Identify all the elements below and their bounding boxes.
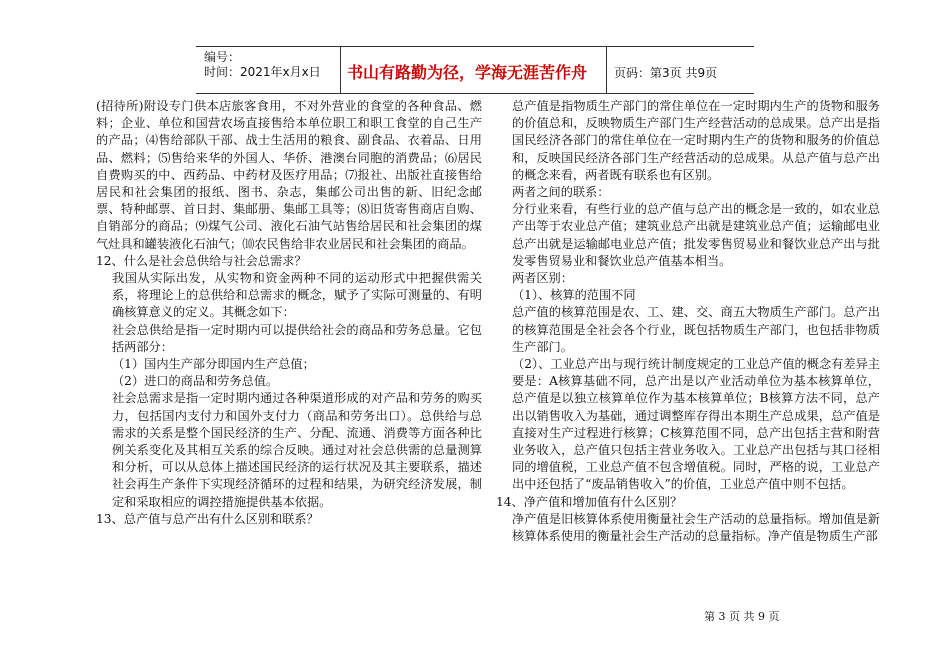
right-para-3: 分行业来看，有些行业的总产值与总产出的概念是一致的，如农业总产出等于农业总产值；建筑业总产出就是建筑业总产值；运输邮电业总产出就是运输邮电业总产值；批发零售贸易业和餐饮业总产出与批发零售贸易业和餐饮业总产值基本相当。: [512, 202, 880, 268]
header-top-rule: [196, 46, 754, 47]
header-divider-2: [606, 46, 607, 94]
page-footer: 第 3 页 共 9 页: [704, 610, 780, 623]
right-para-8: 净产值是旧核算体系使用衡量社会生产活动的总量指标。增加值是新核算体系使用的衡量社会生产活动的总量指标。净产值是物质生产部: [512, 511, 880, 544]
left-para-4: （1）国内生产部分即国内生产总值；: [112, 357, 315, 372]
left-para-6: 社会总需求是指一定时期内通过各种渠道形成的对产品和劳务的购买力，包括国内支付力和国外支付力（商品和劳务出口）。总供给与总需求的关系是整个国民经济的生产、分配、流通、消费等方面各种比例关系变化及其相互关系的综合反映。通过对社会总供需的总量测算和分析，可以从总体上描述国民经济的运行状况及其主要联系，描述社会再生产条件下实现经济循环的过程和结果，为研究经济发展，制定和采取相应的调控措施提供基本依据。: [112, 391, 482, 509]
right-para-5: （1）、核算的范围不同: [512, 288, 636, 303]
left-para-3: 社会总供给是指一定时期内可以提供给社会的商品和劳务总量。它包括两部分：: [112, 322, 482, 354]
left-para-2: 我国从实际出发，从实物和资金两种不同的运动形式中把握供需关系，将理论上的总供给和总需求的概念，赋予了实际可测量的、有明确核算意义的定义。其概念如下：: [112, 271, 482, 320]
header-motto: 书山有路勤为径，学海无涯苦作舟: [346, 63, 587, 82]
question-13: 13、总产值与总产出有什么区别和联系？: [96, 511, 319, 526]
right-para-1: 总产值是指物质生产部门的常住单位在一定时期内生产的货物和服务的价值总和，反映物质生产部门生产经营活动的总成果。总产出是指国民经济各部门的常住单位在一定时期内生产的货物和服务的价值总和，反映国民经济各部门生产经营活动的总成果。从总产值与总产出的概念来看，两者既有联系也有区别。: [512, 99, 880, 182]
header-time: 时间：2021年x月x日: [204, 65, 321, 79]
page-header: [196, 46, 754, 94]
header-number: 编号：: [204, 50, 241, 64]
question-14: 14、净产值和增加值有什么区别？: [496, 494, 683, 509]
question-12: 12、什么是社会总供给与社会总需求？: [96, 253, 307, 268]
right-column: [496, 98, 880, 545]
right-para-4: 两者区别：: [512, 271, 573, 286]
right-para-7: （2）、工业总产出与现行统计制度规定的工业总产值的概念有差异主要是：A核算基础不同，总产出是以产业活动单位为基本核算单位，总产值是以独立核算单位作为基本核算单位；B核算方法不同，总产出以销售收入为基础，通过调整库存得出本期生产总成果，总产值是直接对生产过程进行核算；C核算范围不同，总产出包括主营和附营业务收入，总产值只包括主营业务收入。工业总产出包括与其口径相同的增值税，工业总产值不包含增值税。同时，严格的说，工业总产出中还包括了“废品销售收入”的价值，工业总产值中则不包括。: [512, 357, 880, 492]
header-bottom-rule: [196, 93, 754, 94]
left-column: [96, 98, 482, 528]
right-para-2: 两者之间的联系：: [512, 185, 610, 200]
header-page-number: 页码：第3页 共9页: [614, 66, 718, 80]
left-para-1: (招待所)附设专门供本店旅客食用，不对外营业的食堂的各种食品、燃料；企业、单位和国营农场直接售给本单位职工和职工食堂的自己生产的产品；⑷售给部队干部、战士生活用的粮食、副食品、衣着品、日用品、燃料；⑸售给来华的外国人、华侨、港澳台同胞的消费品；⑹居民自费购买的中、西药品、中药材及医疗用品；⑺报社、出版社直接售给居民和社会集团的报纸、图书、杂志，集邮公司出售的新、旧纪念邮票、特种邮票、首日封、集邮册、集邮工具等；⑻旧货寄售商店自购、自销部分的商品；⑼煤气公司、液化石油气站售给居民和社会集团的煤气灶具和罐装液化石油气；⑽农民售给非农业居民和社会集团的商品。: [96, 99, 482, 251]
header-meta: [204, 50, 321, 80]
left-para-5: （2）进口的商品和劳务总值。: [112, 374, 279, 389]
header-divider-1: [340, 46, 341, 94]
right-para-6: 总产值的核算范围是农、工、建、交、商五大物质生产部门。总产出的核算范围是全社会各个行业，既包括物质生产部门，也包括非物质生产部门。: [512, 305, 880, 354]
